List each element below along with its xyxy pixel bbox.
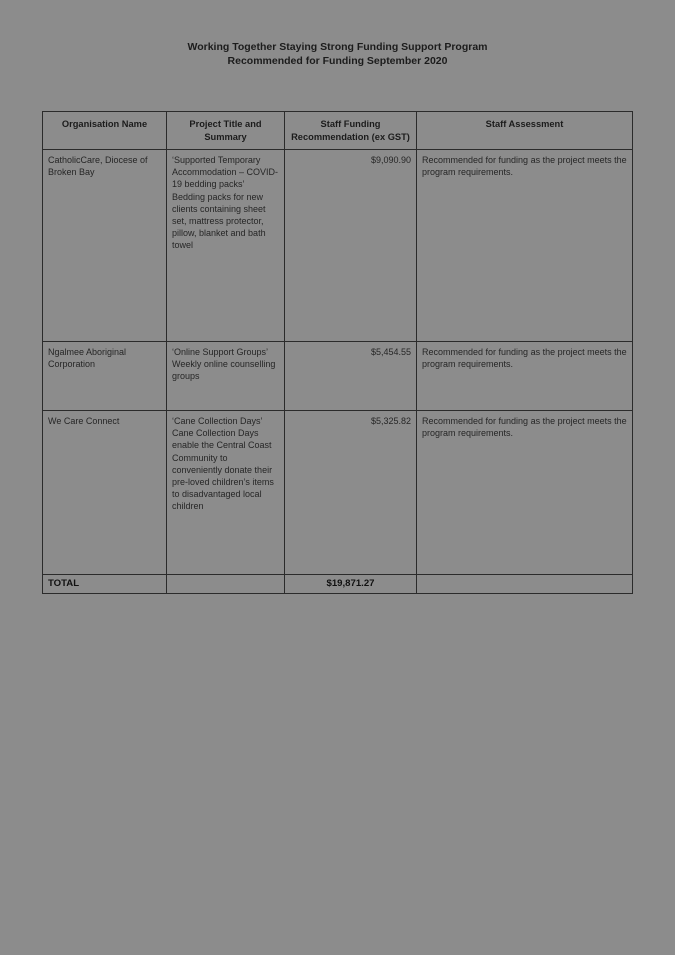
cell-project	[167, 150, 285, 342]
funding-table	[42, 111, 633, 594]
project-summary: Cane Collection Days enable the Central Coast Community to conveniently donate their pre-loved children’s items to disadvantaged local children	[172, 428, 274, 512]
cell-organisation: We Care Connect	[43, 411, 167, 575]
document-title-block	[80, 40, 595, 68]
total-spacer-assessment	[417, 575, 633, 594]
project-title: ‘Supported Temporary Accommodation – COVID-19 bedding packs’	[172, 155, 279, 190]
table-header-row	[43, 112, 633, 150]
total-spacer-project	[167, 575, 285, 594]
table-row	[43, 411, 633, 575]
table-row	[43, 342, 633, 411]
cell-organisation: CatholicCare, Diocese of Broken Bay	[43, 150, 167, 342]
cell-project	[167, 411, 285, 575]
cell-funding: $9,090.90	[285, 150, 417, 342]
cell-organisation: Ngalmee Aboriginal Corporation	[43, 342, 167, 411]
cell-funding: $5,454.55	[285, 342, 417, 411]
total-amount: $19,871.27	[285, 575, 417, 594]
cell-assessment: Recommended for funding as the project meets the program requirements.	[417, 342, 633, 411]
column-header-assessment: Staff Assessment	[417, 112, 633, 150]
column-header-organisation: Organisation Name	[43, 112, 167, 150]
table-total-row	[43, 575, 633, 594]
project-title: ‘Cane Collection Days’	[172, 416, 263, 426]
table-row	[43, 150, 633, 342]
project-title: ‘Online Support Groups’	[172, 347, 269, 357]
project-summary: Weekly online counselling groups	[172, 359, 276, 382]
cell-assessment: Recommended for funding as the project meets the program requirements.	[417, 150, 633, 342]
project-summary: Bedding packs for new clients containing sheet set, mattress protector, pillow, blanket and bath towel	[172, 191, 266, 251]
document-title-line-1: Working Together Staying Strong Funding Support Program	[187, 41, 488, 53]
column-header-project: Project Title and Summary	[167, 112, 285, 150]
document-title-line-2: Recommended for Funding September 2020	[227, 55, 448, 67]
cell-assessment: Recommended for funding as the project meets the program requirements.	[417, 411, 633, 575]
cell-project	[167, 342, 285, 411]
total-label: TOTAL	[43, 575, 167, 594]
cell-funding: $5,325.82	[285, 411, 417, 575]
column-header-funding: Staff Funding Recommendation (ex GST)	[285, 112, 417, 150]
